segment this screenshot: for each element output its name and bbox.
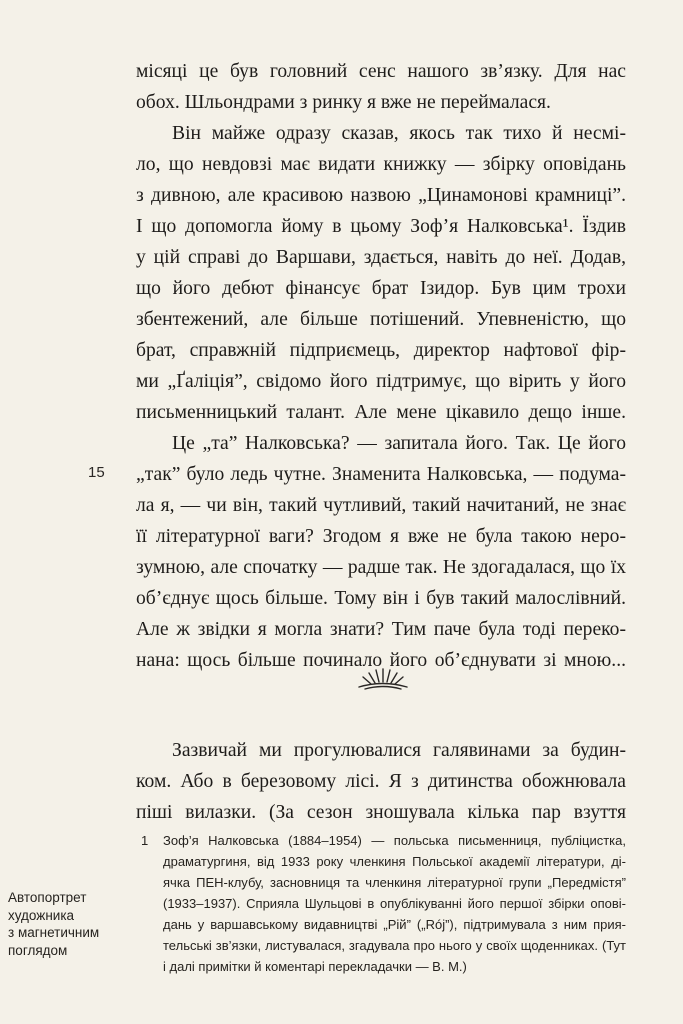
body-line: брат, справжній підприємець, директор нафтової фір- bbox=[136, 340, 626, 361]
body-line: у цій справі до Варшави, здається, навіть до неї. Додав, bbox=[136, 247, 626, 268]
body-line: місяці це був головний сенс нашого зв’язку. Для нас bbox=[136, 61, 626, 82]
body-line: „так” було ледь чутне. Знаменита Налковська, — подума- bbox=[136, 464, 626, 485]
footnote-line: дань у варшавському видавництві „Рій” („Rój”), підтримувала з ним прия- bbox=[163, 917, 626, 932]
footnote-line: і далі примітки й коментарі перекладачки — В. М.) bbox=[163, 959, 467, 974]
footnote-line: драматургиня, від 1933 року членкиня Польської академії літератури, ді- bbox=[163, 854, 626, 869]
footnote-line: (1933–1937). Сприяла Шульцові в опублікуванні його першої збірки опові- bbox=[163, 896, 626, 911]
body-line: Це „та” Налковська? — запитала його. Так. Це його bbox=[172, 433, 626, 454]
body-line: піші вилазки. (За сезон зношувала кілька пар взуття bbox=[136, 802, 626, 823]
body-line: Зазвичай ми прогулювалися галявинами за будин- bbox=[172, 740, 626, 761]
sidebar-caption-line: художника bbox=[8, 907, 75, 923]
body-line: Але ж звідки я могла знати? Тим паче була тоді переко- bbox=[136, 619, 626, 640]
body-line: ло, що невдовзі має видати книжку — збірку оповідань bbox=[136, 154, 626, 175]
sunburst-ornament-icon bbox=[355, 663, 411, 693]
sidebar-caption-line: поглядом bbox=[8, 942, 68, 958]
footnote-text: Зоф’я Налковська (1884–1954) — польська письменниця, публіцистка, bbox=[163, 833, 626, 848]
footnote-line bbox=[141, 830, 626, 851]
body-line: Він майже одразу сказав, якось так тихо й несмі- bbox=[172, 123, 626, 144]
body-line: з дивною, але красивою назвою „Цинамонові крамниці”. bbox=[136, 185, 626, 206]
footnote-number: 1 bbox=[141, 833, 149, 848]
body-line: зумною, але спочатку — радше так. Не здогадалася, що їх bbox=[136, 557, 626, 578]
body-line: ла я, — чи він, такий чутливий, такий начитаний, не знає bbox=[136, 495, 626, 516]
body-line: що його дебют фінансує брат Ізидор. Був цим трохи bbox=[136, 278, 626, 299]
body-line: ком. Або в березовому лісі. Я з дитинства обожнювала bbox=[136, 771, 626, 792]
body-line: об’єднує щось більше. Тому він і був такий малослівний. bbox=[136, 588, 626, 609]
sidebar-caption-line: з магнетичним bbox=[8, 925, 100, 940]
body-line: нана: щось більше починало його об’єднувати зі мною... bbox=[136, 650, 626, 671]
footnote-line: тельські зв’язки, листувалася, згадувала про нього у своїх щоденниках. (Тут bbox=[163, 938, 626, 953]
body-line: збентежений, але більше потішений. Упевненістю, що bbox=[136, 309, 626, 330]
sidebar-caption bbox=[8, 889, 128, 959]
page-number: 15 bbox=[88, 464, 105, 481]
body-line: письменницький талант. Але мене цікавило дещо інше. bbox=[136, 402, 626, 423]
body-line: її літературної ваги? Згодом я вже не була такою неро- bbox=[136, 526, 626, 547]
body-line: обох. Шльондрами з ринку я вже не переймалася. bbox=[136, 92, 551, 113]
body-line: І що допомогла йому в цьому Зоф’я Налковська¹. Їздив bbox=[136, 216, 626, 237]
body-line: ми „Ґаліція”, свідомо його підтримує, що вірить у його bbox=[136, 371, 626, 392]
footnote-line: ячка ПЕН-клубу, засновниця та членкиня літературної групи „Передмістя” bbox=[163, 875, 626, 890]
sidebar-caption-line: Автопортрет bbox=[8, 890, 87, 905]
